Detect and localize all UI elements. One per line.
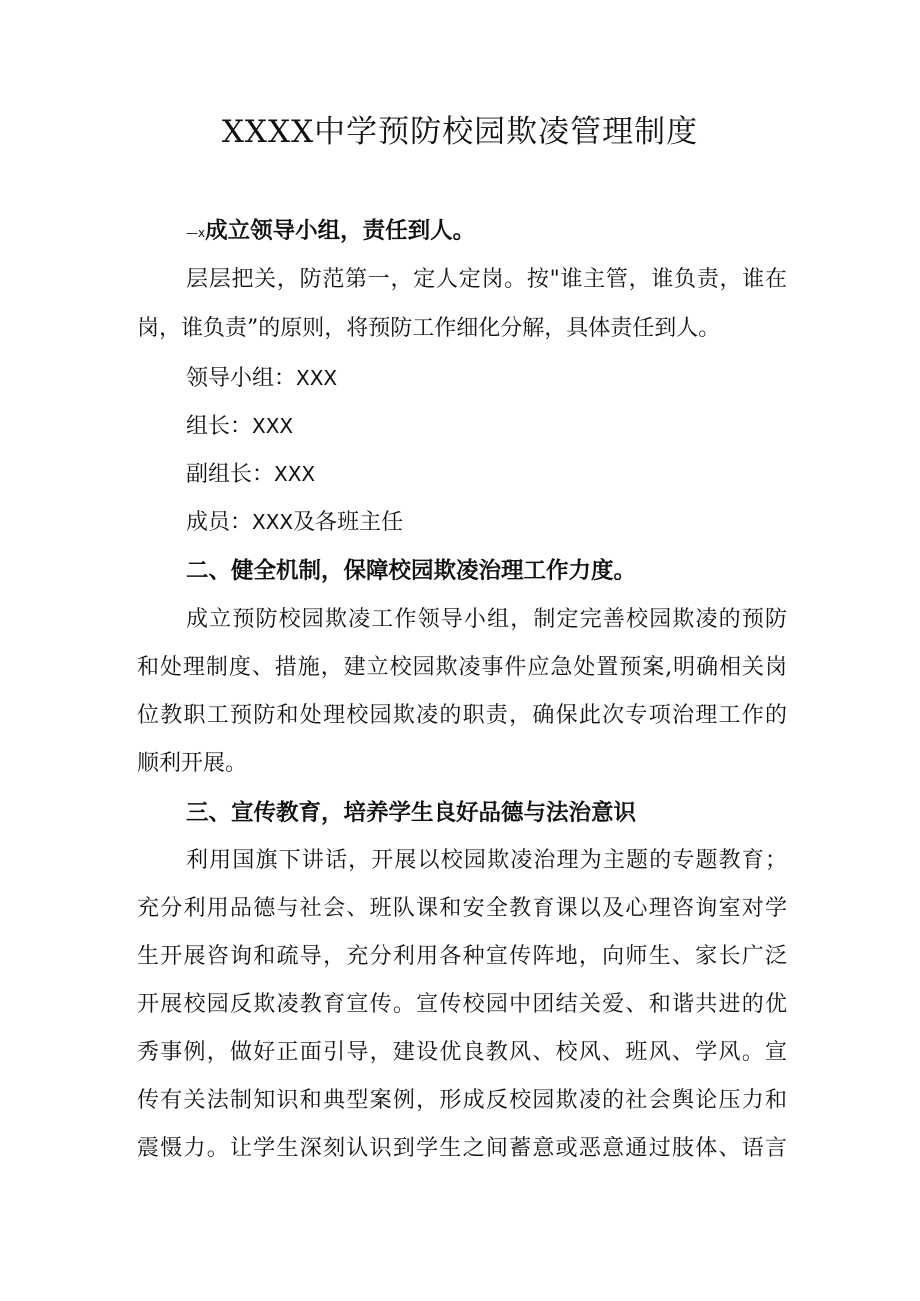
section-1-heading [186,215,475,249]
member-suffix: 及各班主任 [293,510,404,535]
member-group-leader [186,410,293,443]
section-3-line-3: 生开展咨询和疏导，充分利用各种宣传阵地，向师生、家长广泛 [137,944,787,969]
section-3-line-1: 利用国旗下讲话，开展以校园欺凌治理为主题的专题教育； [186,848,787,873]
section-3-line-7: 震慑力。让学生深刻认识到学生之间蓄意或恶意通过肢体、语言 [137,1136,787,1161]
section-2-line-2: 和处理制度、措施，建立校园欺凌事件应急处置预案,明确相关岗 [137,655,787,680]
section-1-line-2: 岗，谁负责”的原则，将预防工作细化分解，具体责任到人。 [137,316,721,341]
section-3-line-5: 秀事例，做好正面引导，建设优良教风、校风、班风、学风。宣 [137,1040,787,1065]
member-leading-group [186,362,337,395]
member-value: XXX [252,414,294,438]
section-2-line-1: 成立预防校园欺凌工作领导小组，制定完善校园欺凌的预防 [186,607,787,632]
document-title: XXXX中学预防校园欺凌管理制度 [221,114,699,150]
section-1-line-1: 层层把关，防范第一，定人定岗。按"谁主管，谁负责，谁在 [186,267,787,292]
member-value: XXX [296,366,338,390]
member-label: 组长： [186,414,253,439]
section-1-heading-text: 成立领导小组，责任到人。 [205,218,476,244]
section-2-heading: 二、健全机制，保障校园欺凌治理工作力度。 [186,558,637,584]
member-deputy-leader [186,458,315,491]
member-label: 领导小组： [186,366,297,391]
section-3-heading: 三、宣传教育，培养学生良好品德与法治意识 [186,800,637,826]
member-value: XXX [252,510,294,534]
section-3-line-4: 开展校园反欺凌教育宣传。宣传校园中团结关爱、和谐共进的优 [137,992,787,1017]
section-3-line-6: 传有关法制知识和典型案例，形成反校园欺凌的社会舆论压力和 [137,1088,787,1113]
member-label: 副组长： [186,462,275,487]
section-2-line-4: 顺利开展。 [137,751,248,776]
section-3-line-2: 充分利用品德与社会、班队课和安全教育课以及心理咨询室对学 [137,896,787,921]
member-label: 成员： [186,510,253,535]
member-value: XXX [274,462,316,486]
section-1-prefix: —x [186,226,206,240]
section-2-line-3: 位教职工预防和处理校园欺凌的职责，确保此次专项治理工作的 [137,703,787,728]
member-members [186,506,403,539]
